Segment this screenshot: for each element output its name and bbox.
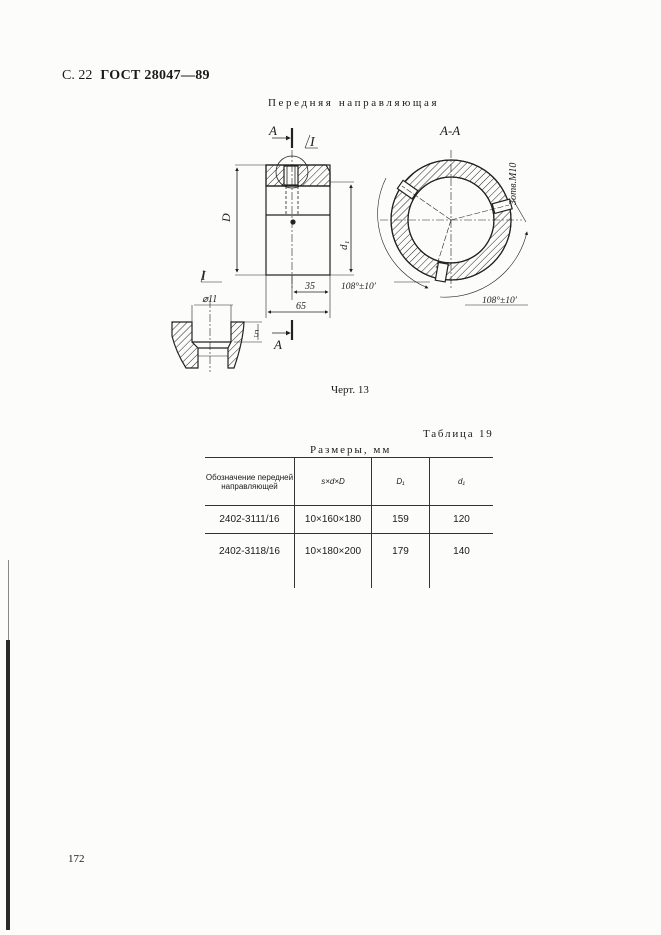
cell-D1: 159 [372,506,430,534]
cell-D1: 179 [372,534,430,589]
header-designation: Обозначение передней направляющей [205,458,295,506]
hole-note-label: 3отв.М10 [508,162,519,205]
cell-designation: 2402-3111/16 [205,506,295,534]
cell-d1: 140 [430,534,494,589]
standard-number: ГОСТ 28047—89 [100,68,210,83]
angle-label-1: 108°±10′ [341,282,376,292]
section-view-label: А-А [440,123,461,138]
detail-mark-top: I [310,135,315,150]
header-sdD: s×d×D [295,458,372,506]
dim-5-label: 5 [254,329,259,340]
table-header-row [205,458,493,506]
dim-35-label: 35 [305,281,315,292]
table-units: Размеры, мм [310,444,392,456]
dim-65-label: 65 [296,301,306,312]
section-mark-bottom: А [274,337,282,352]
detail-mark-label: I [201,269,206,284]
cell-designation: 2402-3118/16 [205,534,295,589]
page-number: 172 [68,853,85,865]
scan-margin-edge [6,640,10,930]
angle-label-2: 108°±10′ [482,296,517,306]
table-row [205,534,493,589]
header-d1: d₁ [430,458,494,506]
front-view [235,128,354,340]
sizes-table [205,457,493,588]
scan-margin-edge-thin [8,560,9,640]
cell-sdD: 10×160×180 [295,506,372,534]
header-D1: D₁ [372,458,430,506]
cell-d1: 120 [430,506,494,534]
table-number: Таблица 19 [423,428,494,440]
table-row [205,506,493,534]
dim-d1-label: d₁ [338,240,350,250]
drawing-caption: Черт. 13 [331,384,369,396]
drawing-title: Передняя направляющая [268,97,440,109]
dim-D-label: D [219,213,233,222]
page-label: С. 22 [62,68,93,83]
section-mark-top: А [269,123,277,138]
cell-sdD: 10×180×200 [295,534,372,589]
detail-view [172,270,262,372]
section-view [378,150,528,305]
dim-phi11-label: ⌀11 [202,294,218,305]
